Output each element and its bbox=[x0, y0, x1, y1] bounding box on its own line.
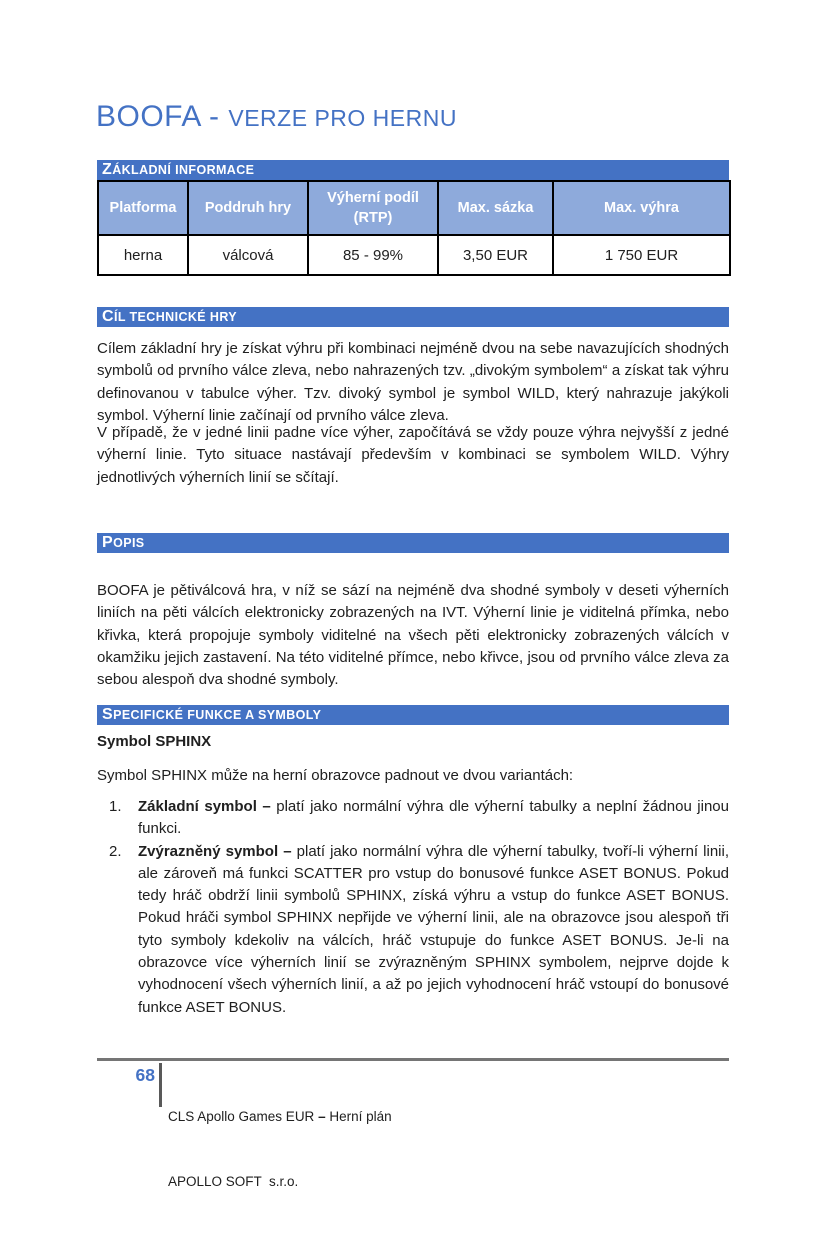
footer-line-2: APOLLO SOFT s.r.o. bbox=[168, 1173, 299, 1189]
column-header-poddruh-hry: Poddruh hry bbox=[188, 181, 308, 235]
footer-divider bbox=[97, 1058, 729, 1061]
footer-line-1 bbox=[168, 1106, 392, 1128]
cell-max-vyhra: 1 750 EUR bbox=[553, 235, 730, 275]
cell-platforma: herna bbox=[98, 235, 188, 275]
footer-text bbox=[168, 1063, 392, 1235]
basic-info-table bbox=[97, 180, 731, 276]
cell-max-sazka: 3,50 EUR bbox=[438, 235, 553, 275]
column-header-max-vyhra: Max. výhra bbox=[553, 181, 730, 235]
section-header-features: SPECIFICKÉ FUNKCE A SYMBOLY bbox=[97, 705, 729, 725]
footer-line1-pre: CLS Apollo Games EUR bbox=[168, 1109, 319, 1124]
page-title-subtitle: VERZE PRO HERNU bbox=[228, 105, 457, 131]
table-header-row bbox=[98, 181, 730, 235]
column-header-vyherni-podil: Výherní podíl (RTP) bbox=[308, 181, 438, 235]
list-item-bold-lead: Zvýrazněný symbol – bbox=[138, 842, 292, 860]
section-header-description: POPIS bbox=[97, 533, 729, 553]
footer-line1-post: Herní plán bbox=[325, 1109, 392, 1124]
cell-vyherni-podil: 85 - 99% bbox=[308, 235, 438, 275]
description-paragraph: BOOFA je pětiválcová hra, v níž se sází na nejméně dva shodné symboly v deseti výherních liniích na pěti válcích elektronicky zobrazených na IVT. Výherní linie je viditelná přímka, nebo křivka, která propojuje symboly viditelné na všech pěti elektronicky zobrazených válcích v okamžiku jejich zastavení. Na této viditelné přímce, nebo křivce, jsou od prvního válce zleva za sebou alespoň dva shodné symboly. bbox=[97, 582, 729, 689]
list-item-text: platí jako normální výhra dle výherní tabulky a neplní žádnou jinou funkci. bbox=[138, 798, 729, 838]
page-title bbox=[96, 97, 457, 134]
symbol-sphinx-heading: Symbol SPHINX bbox=[97, 733, 212, 750]
list-item-highlighted-symbol bbox=[97, 841, 729, 1019]
page-title-main: BOOFA - bbox=[96, 100, 229, 133]
goal-paragraph-1: Cílem základní hry je získat výhru při kombinaci nejméně dvou na sebe navazujících shodných symbolů od prvního válce zleva, nebo nahrazených tzv. „divokým symbolem“ a získat tak výhru definovanou v tabulce výher. Tzv. divoký symbol je symbol WILD, který nahrazuje jakýkoli symbol. Výherní linie začínají od prvního válce zleva. bbox=[97, 340, 729, 424]
footer-separator bbox=[159, 1063, 163, 1107]
goal-paragraph-2: V případě, že v jedné linii padne více výher, započítává se vždy pouze výhra nejvyšší z jedné výherní linie. Tyto situace nastávají především v kombinaci se symbolem WILD. Výhry jednotlivých výherních linií se sčítají. bbox=[97, 424, 729, 486]
list-item-text: platí jako normální výhra dle výherní tabulky, tvoří-li výherní linii, ale zároveň má funkci SCATTER pro vstup do bonusové funkce ASET BONUS. Pokud tedy hráč obdrží linii symbolů SPHINX, získá výhru a vstup do funkce ASET BONUS. Pokud hráči symbol SPHINX nepřijde ve výherní linii, ale na obrazovce jsou alespoň tři tyto symboly kdekoliv na válcích, hráč vstupuje do funkce ASET BONUS. Je-li na obrazovce více výherních linií se zvýrazněným SPHINX symbolem, nejprve dojde k vyhodnocení všech výherních linií, a až po jejich vyhodnocení hráč vstoupí do bonusové funkce ASET BONUS. bbox=[138, 842, 730, 1016]
section-header-basic-info: ZÁKLADNÍ INFORMACE bbox=[97, 160, 729, 180]
list-item-basic-symbol bbox=[97, 796, 729, 841]
cell-poddruh-hry: válcová bbox=[188, 235, 308, 275]
section-header-goal: CÍL TECHNICKÉ HRY bbox=[97, 307, 729, 327]
footer-line1-dash: – bbox=[318, 1109, 326, 1124]
list-item-number: 1. bbox=[109, 798, 122, 815]
symbol-sphinx-intro: Symbol SPHINX může na herní obrazovce padnout ve dvou variantách: bbox=[97, 767, 574, 784]
column-header-max-sazka: Max. sázka bbox=[438, 181, 553, 235]
list-item-bold-lead: Základní symbol – bbox=[138, 798, 271, 815]
page-number: 68 bbox=[135, 1065, 155, 1085]
symbol-variants-list bbox=[97, 796, 729, 1019]
column-header-platforma: Platforma bbox=[98, 181, 188, 235]
table-row bbox=[98, 235, 730, 275]
list-item-number: 2. bbox=[109, 842, 122, 860]
